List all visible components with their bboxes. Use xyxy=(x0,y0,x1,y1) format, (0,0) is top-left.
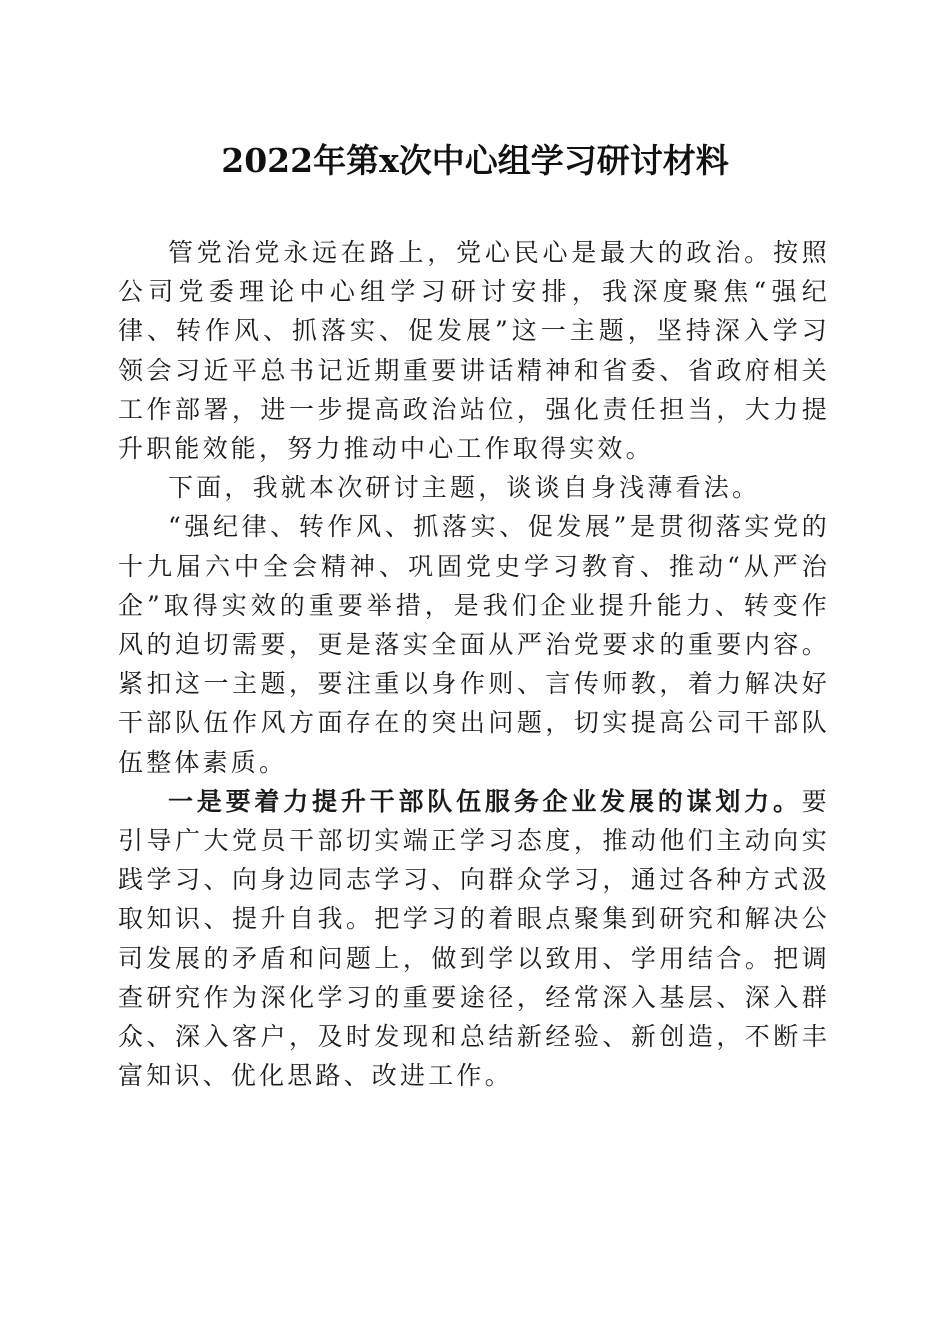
point-one-body: 要引导广大党员干部切实端正学习态度，推动他们主动向实践学习、向身边同志学习、向群众学习，通过各种方式汲取知识、提升自我。把学习的着眼点聚集到研究和解决公司发展的矛盾和问题上，做到学以致用、学用结合。把调查研究作为深化学习的重要途径，经常深入基层、深入群众、深入客户，及时发现和总结新经验、新创造，不断丰富知识、优化思路、改进工作。 xyxy=(118,786,830,1091)
document-body xyxy=(118,233,830,1095)
document-title: 2022年第x次中心组学习研讨材料 xyxy=(221,141,729,180)
paragraph-transition: 下面，我就本次研讨主题，谈谈自身浅薄看法。 xyxy=(168,473,761,503)
paragraph-intro: 管党治党永远在路上，党心民心是最大的政治。按照公司党委理论中心组学习研讨安排，我深度聚焦“强纪律、转作风、抓落实、促发展”这一主题，坚持深入学习领会习近平总书记近期重要讲话精神和省委、省政府相关工作部署，进一步提高政治站位，强化责任担当，大力提升职能效能，努力推动中心工作取得实效。 xyxy=(118,238,830,464)
point-one-heading: 一是要着力提升干部队伍服务企业发展的谋划力。 xyxy=(168,786,802,816)
paragraph-theme: “强纪律、转作风、抓落实、促发展”是贯彻落实党的十九届六中全会精神、巩固党史学习教育、推动“从严治企”取得实效的重要举措，是我们企业提升能力、转变作风的迫切需要，更是落实全面从严治党要求的重要内容。紧扣这一主题，要注重以身作则、言传师教，着力解决好干部队伍作风方面存在的突出问题，切实提高公司干部队伍整体素质。 xyxy=(118,512,830,777)
paragraph-point-one xyxy=(118,782,830,1096)
